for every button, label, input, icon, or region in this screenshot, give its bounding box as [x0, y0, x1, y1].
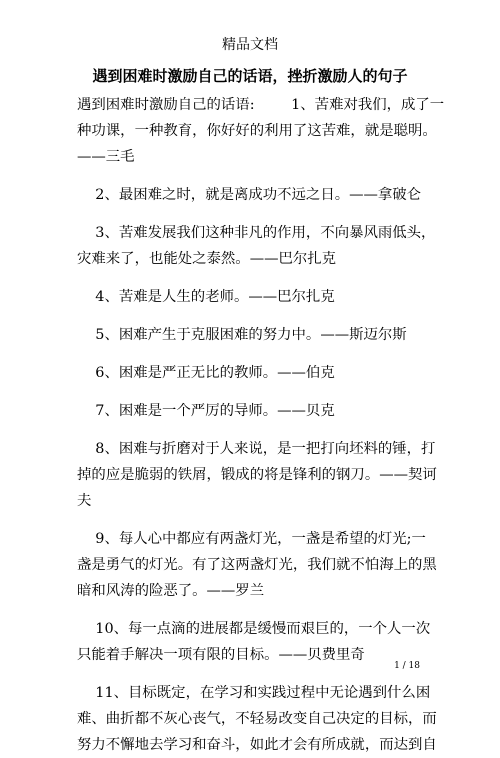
- body-line: 难、曲折都不灰心丧气，不轻易改变自己决定的目标，而: [77, 711, 437, 727]
- body-line: 掉的应是脆弱的铁屑，锻成的将是锋利的钢刀。——契诃: [77, 467, 437, 483]
- page-header: 精品文档: [222, 37, 278, 53]
- document-body: [77, 92, 445, 758]
- body-line: 只能着手解决一项有限的目标。——贝费里奇: [77, 647, 365, 663]
- body-line: 6、困难是严正无比的教师。——伯克: [77, 365, 335, 381]
- body-line: 种功课，一种教育，你好好的利用了这苦难，就是聪明。: [77, 123, 437, 139]
- body-line: 3、苦难发展我们这种非凡的作用，不向暴风雨低头，: [77, 225, 436, 241]
- body-line: 遇到困难时激励自己的话语: 1、苦难对我们，成了一: [77, 97, 445, 113]
- body-line: 暗和风涛的险恶了。——罗兰: [77, 583, 265, 599]
- body-line: 10、每一点滴的进展都是缓慢而艰巨的，一个人一次: [77, 621, 431, 637]
- page-number: 1 / 18: [394, 661, 420, 671]
- body-line: ——三毛: [77, 149, 135, 165]
- body-line: 努力不懈地去学习和奋斗，如此才会有所成就，而达到自: [77, 737, 437, 753]
- body-line: 盏是勇气的灯光。有了这两盏灯光，我们就不怕海上的黑: [77, 557, 437, 573]
- body-line: 4、苦难是人生的老师。——巴尔扎克: [77, 289, 335, 305]
- body-line: 夫: [77, 493, 92, 509]
- body-line: 8、困难与折磨对于人来说，是一把打向坯料的锤，打: [77, 441, 436, 457]
- body-line: 5、困难产生于克服困难的努力中。——斯迈尔斯: [77, 327, 407, 343]
- body-line: 7、困难是一个严厉的导师。——贝克: [77, 403, 335, 419]
- body-line: 2、最困难之时，就是离成功不远之日。——拿破仑: [77, 187, 422, 203]
- document-title: 遇到困难时激励自己的话语，挫折激励人的句子: [92, 67, 408, 85]
- body-line: 灾难来了，也能处之泰然。——巴尔扎克: [77, 251, 337, 267]
- body-line: 9、每人心中都应有两盏灯光，一盏是希望的灯光;一: [77, 531, 426, 547]
- body-line: 11、目标既定，在学习和实践过程中无论遇到什么困: [77, 685, 431, 701]
